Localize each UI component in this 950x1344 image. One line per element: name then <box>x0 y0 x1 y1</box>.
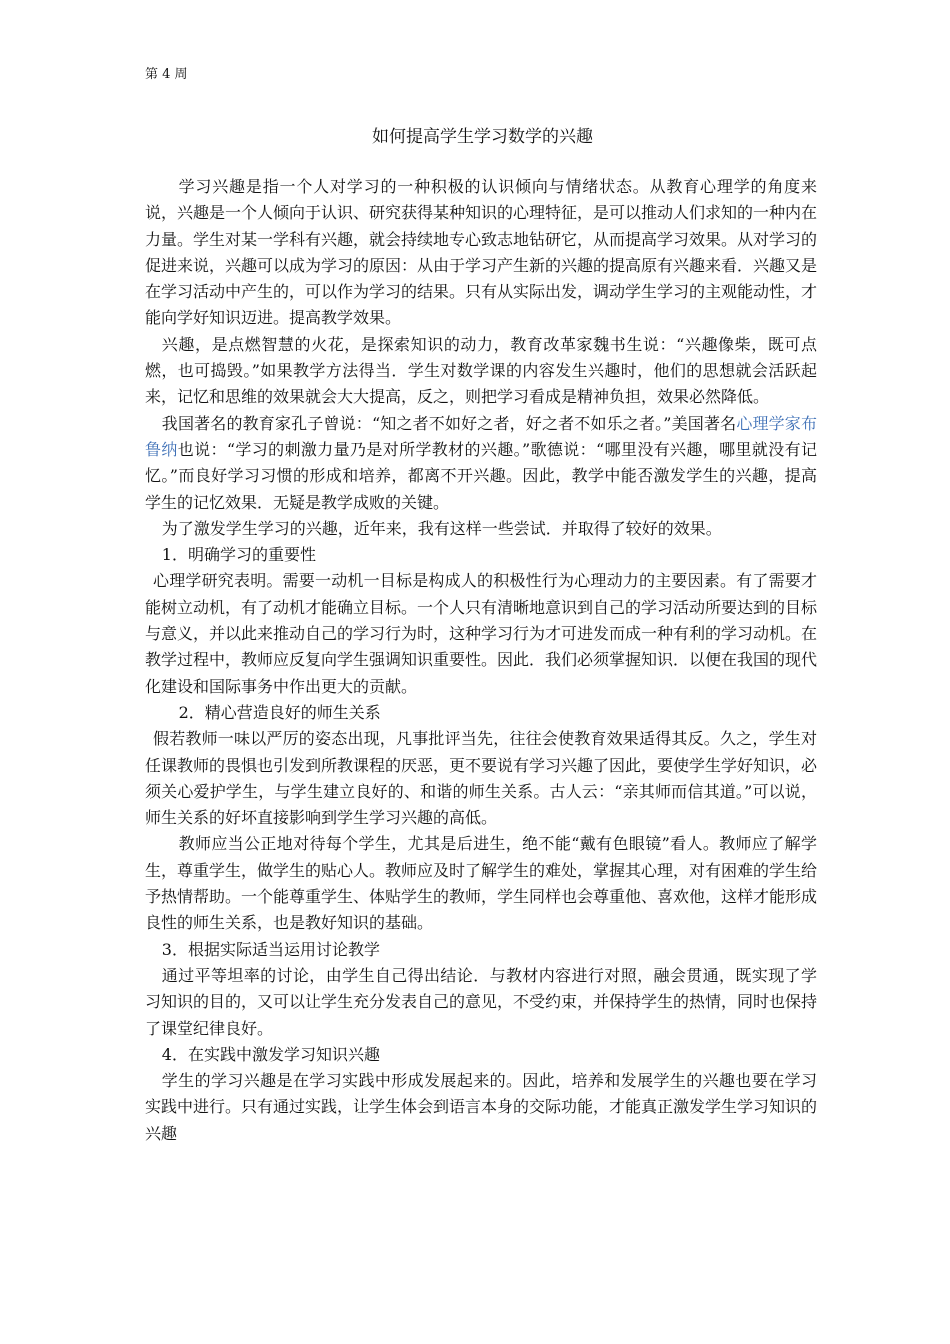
section-heading-2: 2．精心营造良好的师生关系 <box>178 702 381 722</box>
paragraph-definition: 学习兴趣是指一个人对学习的一种积极的认识倾向与情绪状态。从教育心理学的角度来说，兴趣是一个人倾向于认识、研究获得某种知识的心理特征，是可以推动人们求知的一种内在力量。学生对某一学科有兴趣，就会持续地专心致志地钻研它，从而提高学习效果。从对学习的促进来说，兴趣可以成为学习的原因：从由于学习产生新的兴趣的提高原有兴趣来看．兴趣又是在学习活动中产生的，可以作为学习的结果。只有从实际出发，调动学生学习的主观能动性，才能向学好知识迈进。提高教学效果。 <box>145 177 818 328</box>
section-heading-4: 4．在实践中激发学习知识兴趣 <box>161 1044 380 1064</box>
document-title: 如何提高学生学习数学的兴趣 <box>372 127 593 147</box>
paragraph-interest-spark: 兴趣，是点燃智慧的火花，是探索知识的动力，教育改革家魏书生说：“兴趣像柴，既可点燃，也可捣毁。”如果教学方法得当．学生对数学课的内容发生兴趣时，他们的思想就会活跃起来，记忆和思维的效果就会大大提高，反之，则把学习看成是精神负担，效果必然降低。 <box>145 334 817 407</box>
paragraph-attempts: 为了激发学生学习的兴趣，近年来，我有这样一些尝试．并取得了较好的效果。 <box>161 518 722 538</box>
paragraph-psychology: 心理学研究表明。需要一动机一目标是构成人的积极性行为心理动力的主要因素。有了需要才能树立动机，有了动机才能确立目标。一个人只有清晰地意识到自己的学习活动所要达到的目标与意义，并以此来推动自己的学习行为时，这种学习行为才可进发而成一种有利的学习动机。在教学过程中，教师应反复向学生强调知识重要性。因此．我们必须掌握知识．以便在我国的现代化建设和国际事务中作出更大的贡献。 <box>145 571 818 696</box>
paragraph-fair-treatment: 教师应当公正地对待每个学生，尤其是后进生，绝不能“戴有色眼镜”看人。教师应了解学生，尊重学生，做学生的贴心人。教师应及时了解学生的难处，掌握其心理，对有困难的学生给予热情帮助。一个能尊重学生、体贴学生的教师，学生同样也会尊重他、喜欢他，这样才能形成良性的师生关系，也是教好知识的基础。 <box>145 834 818 933</box>
paragraph-practice: 学生的学习兴趣是在学习实践中形成发展起来的。因此，培养和发展学生的兴趣也要在学习实践中进行。只有通过实践，让学生体会到语言本身的交际功能，才能真正激发学生学习知识的兴趣 <box>145 1071 818 1143</box>
section-heading-3: 3．根据实际适当运用讨论教学 <box>161 939 380 959</box>
paragraph-discussion: 通过平等坦率的讨论，由学生自己得出结论．与教材内容进行对照，融会贯通，既实现了学习知识的目的，又可以让学生充分发表自己的意见，不受约束，并保持学生的热情，同时也保持了课堂纪律良好。 <box>145 965 818 1038</box>
bruner-link[interactable]: 心理学家布鲁纳 <box>145 413 817 459</box>
paragraph-confucius-after: 也说：“学习的刺激力量乃是对所学教材的兴趣。”歌德说：“哪里没有兴趣，哪里就没有记忆。”而良好学习习惯的形成和培养，都离不开兴趣。因此，教学中能否激发学生的兴趣，提高学生的记忆效果．无疑是教学成败的关键。 <box>145 439 817 512</box>
paragraph-teacher-attitude: 假若教师一味以严厉的姿态出现，凡事批评当先，往往会使教育效果适得其反。久之，学生对任课教师的畏惧也引发到所教课程的厌恶，更不要说有学习兴趣了因此，要使学生学好知识，必须关心爱护学生，与学生建立良好的、和谐的师生关系。古人云：“亲其师而信其道。”可以说，师生关系的好坏直接影响到学生学习兴趣的高低。 <box>145 729 818 828</box>
paragraph-confucius-before: 我国著名的教育家孔子曾说：“知之者不如好之者，好之者不如乐之者。”美国著名 <box>161 413 737 433</box>
document-body <box>145 174 817 1147</box>
page-header-week: 第 4 周 <box>145 67 188 82</box>
section-heading-1: 1．明确学习的重要性 <box>161 545 316 565</box>
paragraph-confucius <box>145 411 817 516</box>
